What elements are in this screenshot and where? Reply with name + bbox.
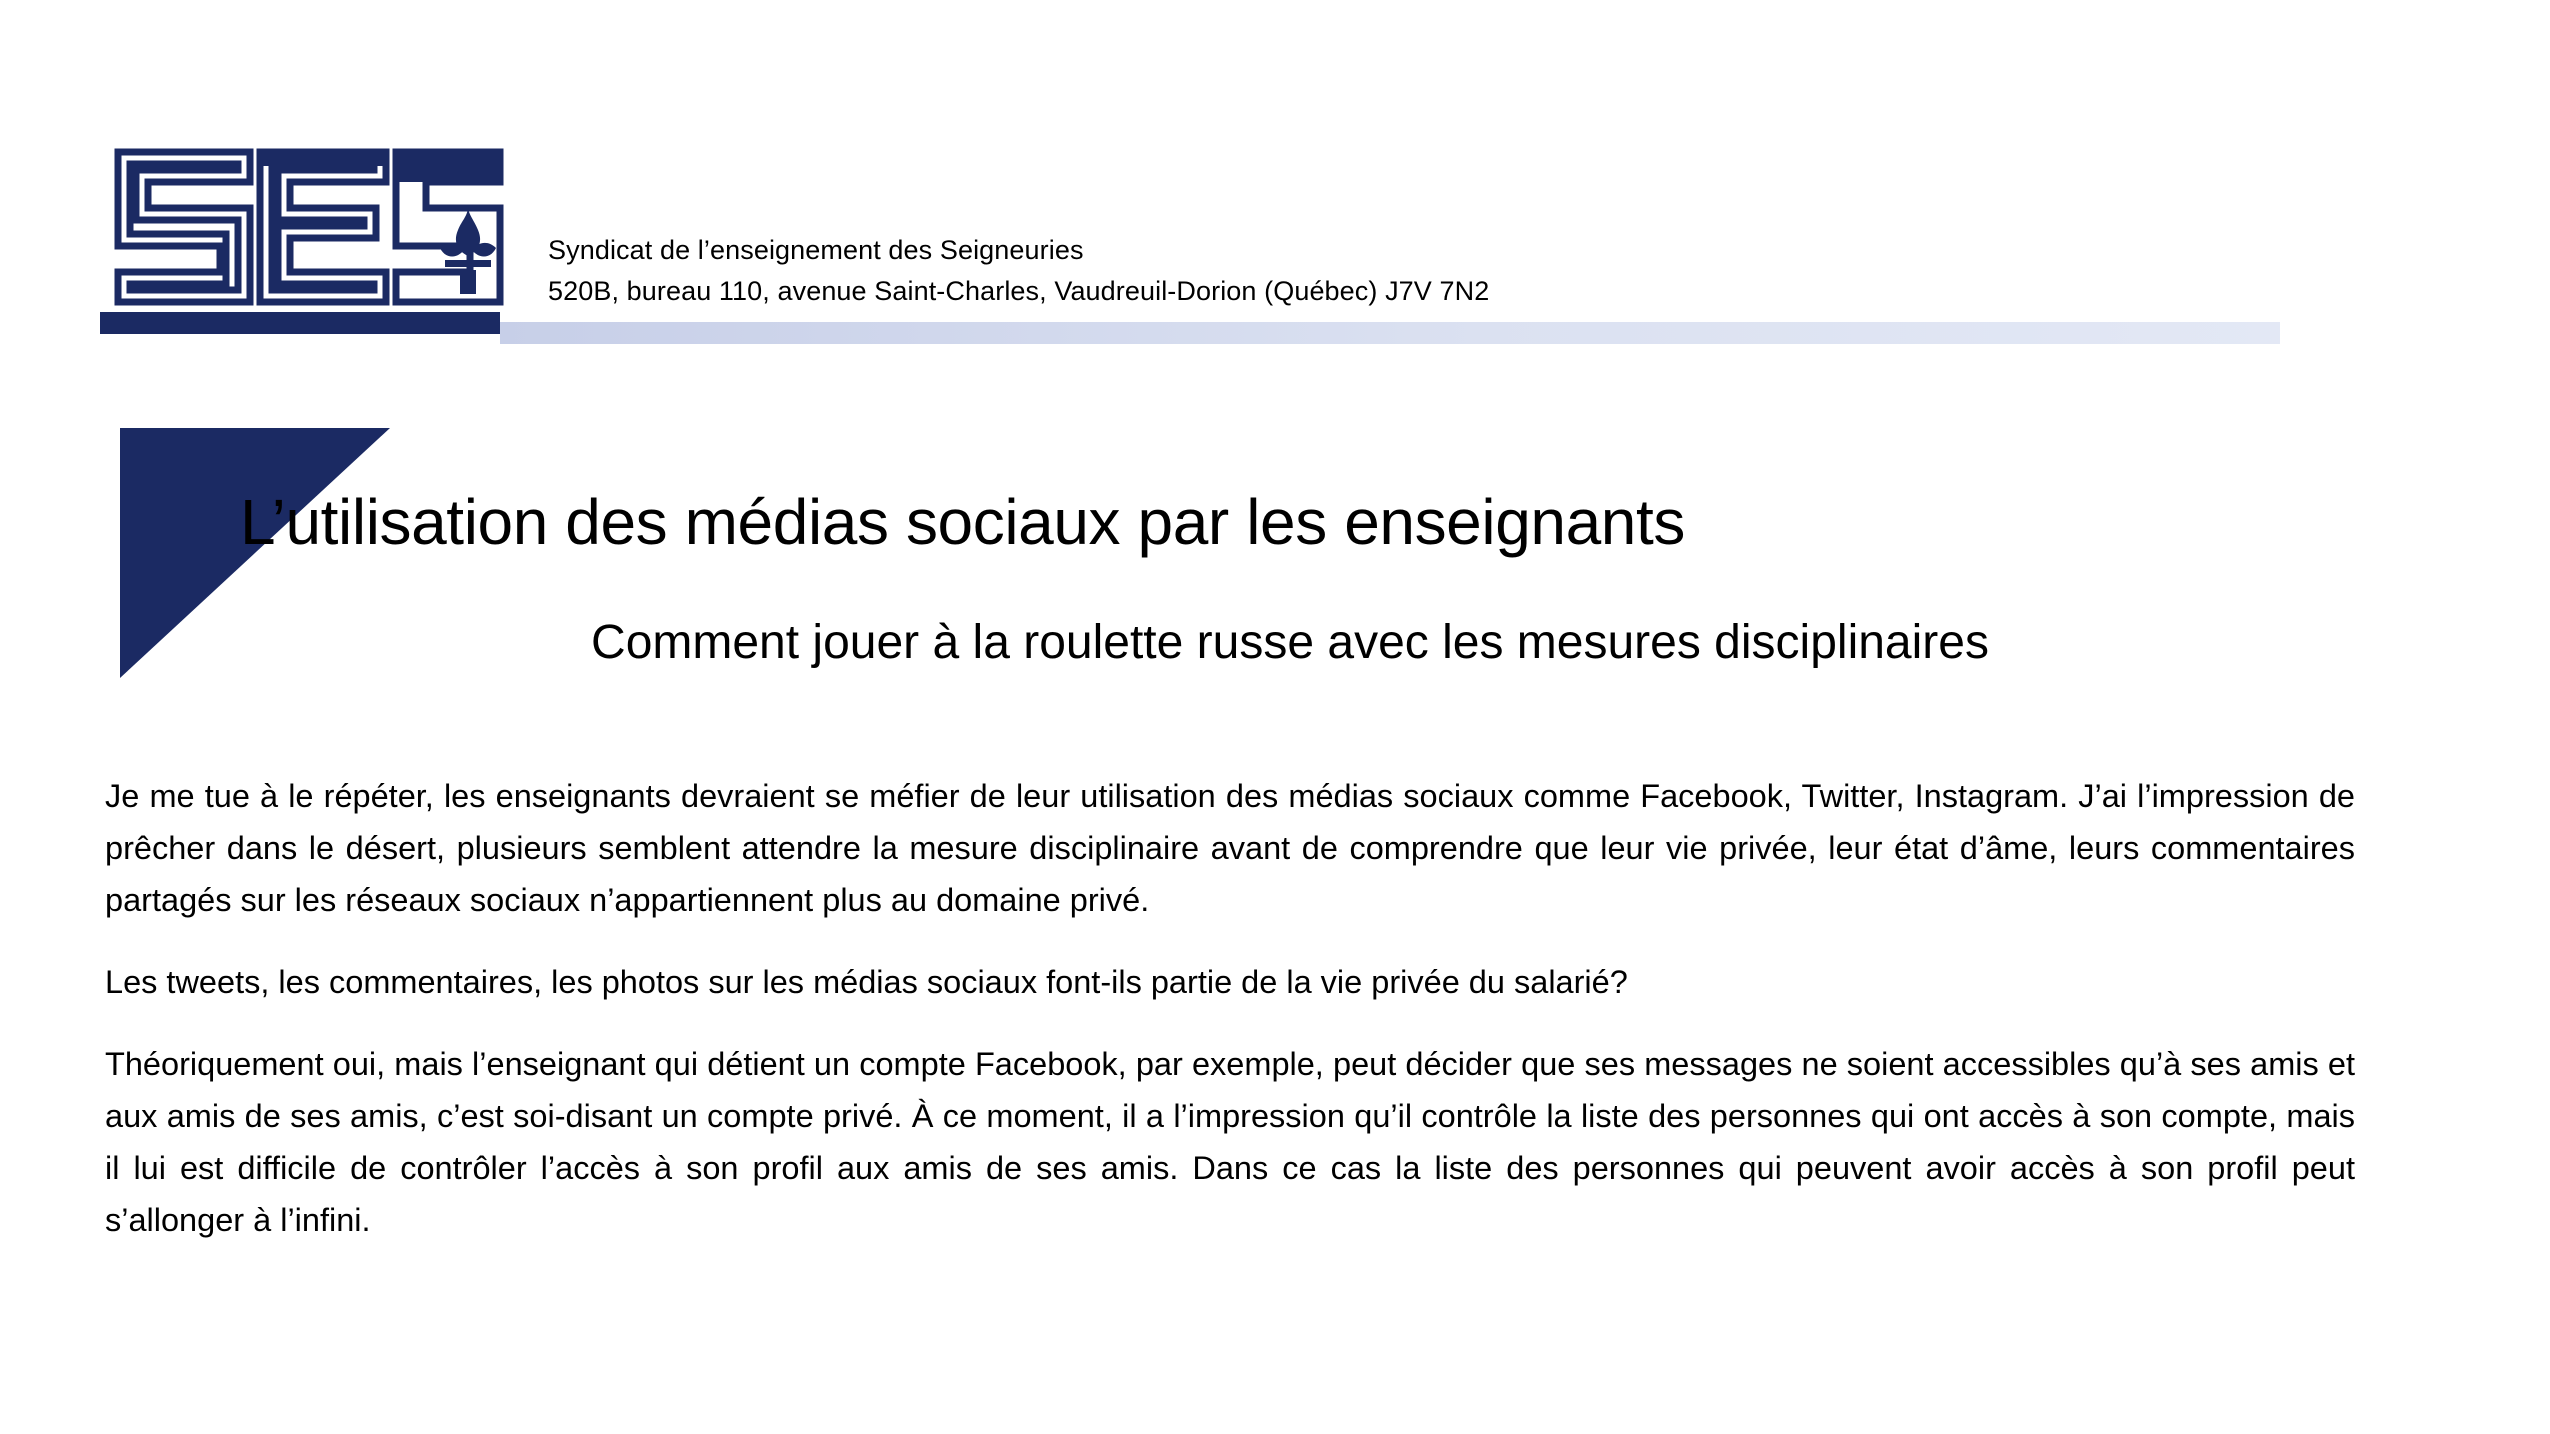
page-title: L’utilisation des médias sociaux par les enseignants <box>240 485 1685 558</box>
organization-info <box>548 230 1489 312</box>
ses-logo-icon <box>100 138 518 316</box>
title-block <box>0 380 2550 710</box>
body-paragraph: Je me tue à le répéter, les enseignants devraient se méfier de leur utilisation des médias sociaux comme Facebook, Twitter, Instagram. J’ai l’impression de prêcher dans le désert, plusieurs semblent attendre la mesure disciplinaire avant de comprendre que leur vie privée, leur état d’âme, leurs commentaires partagés sur les réseaux sociaux n’appartiennent plus au domaine privé. <box>105 778 2355 918</box>
organization-name: Syndicat de l’enseignement des Seigneuries <box>548 235 1084 265</box>
document-body <box>105 770 2355 1246</box>
logo-underline-bar <box>100 312 500 334</box>
body-paragraph: Les tweets, les commentaires, les photos sur les médias sociaux font-ils partie de la vie privée du salarié? <box>105 964 1628 1000</box>
document-header <box>0 0 2550 360</box>
organization-logo <box>100 138 520 338</box>
body-paragraph: Théoriquement oui, mais l’enseignant qui détient un compte Facebook, par exemple, peut décider que ses messages ne soient accessibles qu’à ses amis et aux amis de ses amis, c’est soi-disant un compte privé. À ce moment, il a l’impression qu’il contrôle la liste des personnes qui ont accès à son compte, mais il lui est difficile de contrôler l’accès à son profil aux amis de ses amis. Dans ce cas la liste des personnes qui peuvent avoir accès à son profil peut s’allonger à l’infini. <box>105 1046 2355 1238</box>
header-gradient-rule <box>500 322 2280 344</box>
page-subtitle: Comment jouer à la roulette russe avec les mesures disciplinaires <box>591 615 1989 669</box>
organization-address: 520B, bureau 110, avenue Saint-Charles, Vaudreuil-Dorion (Québec) J7V 7N2 <box>548 276 1490 307</box>
